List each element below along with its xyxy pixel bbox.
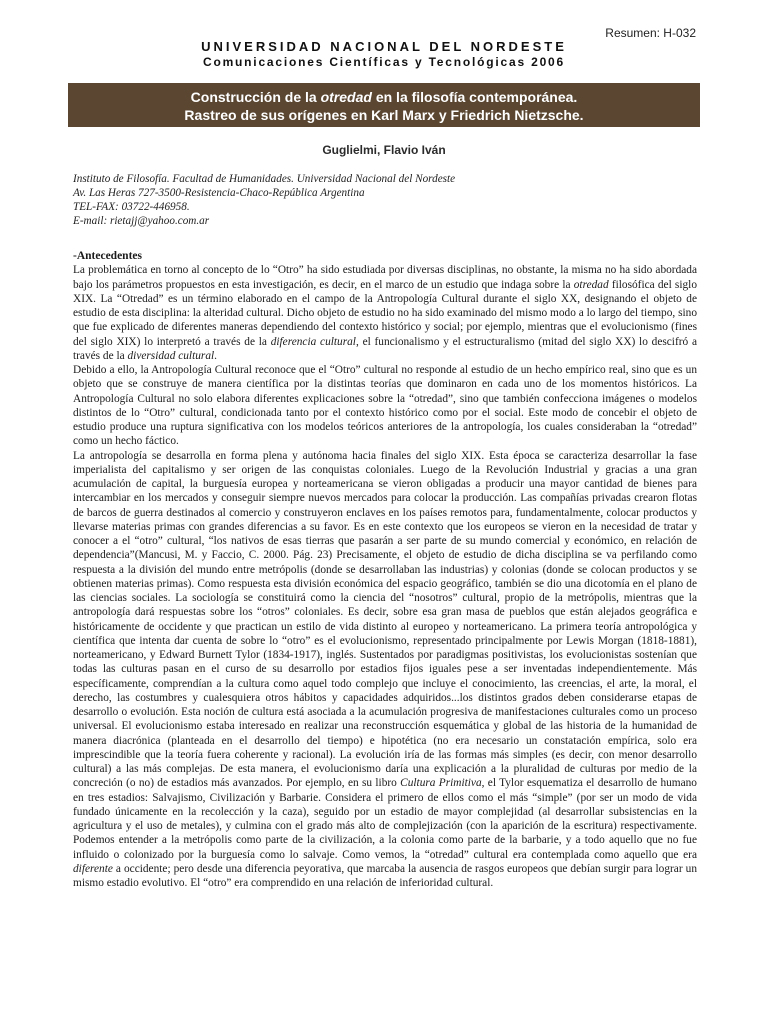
section-heading: -Antecedentes — [73, 250, 142, 262]
author-name: Guglielmi, Flavio Iván — [322, 143, 446, 157]
conference-name: Comunicaciones Científicas y Tecnológicas 2006 — [202, 55, 565, 69]
title-banner — [68, 83, 700, 127]
university-name: UNIVERSIDAD NACIONAL DEL NORDESTE — [201, 39, 567, 54]
affiliation-address: Av. Las Heras 727-3500-Resistencia-Chaco-República Argentina — [73, 187, 365, 199]
affiliation-institute: Instituto de Filosofía. Facultad de Humanidades. Universidad Nacional del Nordeste — [73, 173, 456, 185]
title-line-1: Construcción de la otredad en la filosofía contemporánea. — [190, 89, 578, 105]
paragraph-1: La problemática en torno al concepto de lo “Otro” ha sido estudiada por diversas disciplinas, no obstante, la misma no ha sido abordada bajo los parámetros propuestos en esta investigación, es decir, en el marco de un estudio que indaga sobre la otredad filosófica del siglo XIX. La “Otredad” es un término elaborado en el campo de la Antropología Cultural durante el siglo XX, designando el objeto de estudio de esta disciplina: la alteridad cultural. Dicho objeto de estudio no ha sido examinado del mismo modo a lo largo del tiempo, sino que fue explicado de diferentes maneras dependiendo del contexto histórico y social; por ejemplo, mientras que el evolucionismo (fines del siglo XIX) lo interpretó a través de la diferencia cultural, el funcionalismo y el estructuralismo (mitad del siglo XX) lo descifró a través de la diversidad cultural. — [73, 264, 697, 362]
affiliation-block — [73, 172, 455, 228]
title-line-2: Rastreo de sus orígenes en Karl Marx y Friedrich Nietzsche. — [184, 107, 584, 123]
affiliation-email: E-mail: rietajj@yahoo.com.ar — [73, 215, 210, 227]
paragraph-2: Debido a ello, la Antropología Cultural reconoce que el “Otro” cultural no responde al estudio de un hecho empírico real, sino que es un objeto que se construye de manera científica por la distintas teorías que dominaron en cada uno de los momentos históricos. La Antropología Cultural no solo elabora diferentes explicaciones sobre la “otredad”, sino que también confecciona imágenes o modelos distintos de lo “Otro” cultural, condicionada tanto por el contexto histórico como por el social. Este modo de concebir el objeto de estudio produce una ruptura significativa con los modelos teóricos anteriores de la antropología, los cuales consideraban la “otredad” como un hecho fáctico. — [73, 364, 697, 448]
title-italic-word: otredad — [320, 89, 372, 105]
article-body — [73, 249, 697, 890]
affiliation-phone: TEL-FAX: 03722-446958. — [73, 201, 190, 213]
paragraph-3: La antropología se desarrolla en forma plena y autónoma hacia finales del siglo XIX. Esta época se caracteriza desarrollar la fase imperialista del capitalismo y ser origen de las conquistas coloniales. Luego de la Revolución Industrial y gracias a una gran acumulación de capital, la burguesía europea y norteamericana se vieron obligadas a producir una mayor cantidad de bienes para intercambiar en los mercados y conseguir siempre nuevos mercados para colocar la producción. Las compañías privadas crearon flotas de barcos de guerra destinados al comercio y construyeron enclaves en los países remotos para, fundamentalmente, colocar productos y llevarse materias primas con grandes diferencias a su favor. Es en este contexto que los europeos se vieron en la necesidad de tratar y conocer a el “otro” cultural, “los nativos de esas tierras que pasarán a ser parte de su mundo comercial y económico, en relación de dependencia”(Mancusi, M. y Faccio, C. 2000. Pág. 23) Precisamente, el objeto de estudio de dicha disciplina se va perfilando como respuesta a la división del mundo entre metrópolis (donde se desarrollaban las industrias) y colonias (donde se colocan productos y se obtienen materias primas). Como respuesta esta división económica del espacio geográfico, también se dio una dicotomía en el plano de las ciencias sociales. La sociología se constituirá como la ciencia del “nosotros” cultural, propio de la metrópolis, mientras que la antropología dará respuestas sobre los “otros” coloniales. Es decir, sobre esa gran masa de pueblos que están alejados geográfica e históricamente de occidente y que practican un estilo de vida distinto al europeo y norteamericano. La primera teoría antropológica y científica que intenta dar cuenta de sobre lo “otro” es el evolucionismo, representado principalmente por Lewis Morgan (1818-1881), norteamericano, y Edward Burnett Tylor (1834-1917), inglés. Sustentados por paradigmas positivistas, los evolucionistas sostenían que todas las culturas pasan en el curso de su desarrollo por estadios fijos iguales pese a ser inventadas independientemente. Más específicamente, comprendían a la cultura como aquel todo complejo que incluye el conocimiento, las creencias, el arte, la moral, el derecho, las costumbres y cualesquiera otros hábitos y capacidades adquiridos...los distintos grados deben considerarse etapas de desarrollo o evolución. Esta noción de cultura está asociada a la acumulación progresiva de manifestaciones culturales como un proceso universal. El evolucionismo estaba interesado en realizar una reconstrucción esquemática y global de las historia de la humanidad de manera diacrónica (planteada en el desarrollo del tiempo) e hipotética (no era necesario un constatación empírica, solo era imprescindible que la teoría fuera coherente y racional). La evolución iría de las formas más simples (es decir, con menor desarrollo cultural) a las más complejas. De esta manera, el evolucionismo daría una explicación a la pluralidad de culturas por medio de la concreción (o no) de estadios más avanzados. Por ejemplo, en su libro Cultura Primitiva, el Tylor esquematiza el desarrollo de humano en tres estadios: Salvajismo, Civilización y Barbarie. Considera el primero de ellos como el más “simple” (por ser un modo de vida fundado únicamente en la recolección y la caza), seguido por un estadio de mayor complejidad (al desarrollar subsistencias en la agricultura y el uso de metales), y culmina con el grado más alto de complejización (con la aparición de la escritura) respectivamente. Podemos entender a la metrópolis como parte de la civilización, a la colonia como parte de la barbarie, y a todo aquello que no fue influido o colonizado por la burguesía como lo salvaje. Como vemos, la “otredad” cultural era contemplada como aquello que era diferente a occidente; pero desde una diferencia peyorativa, que marcaba la ausencia de rasgos europeos que debían surgir para lograr un mismo estadio evolutivo. El “otro” era comprendido en una relación de inferioridad cultural. — [73, 449, 697, 889]
resumen-code: Resumen: H-032 — [605, 26, 696, 40]
